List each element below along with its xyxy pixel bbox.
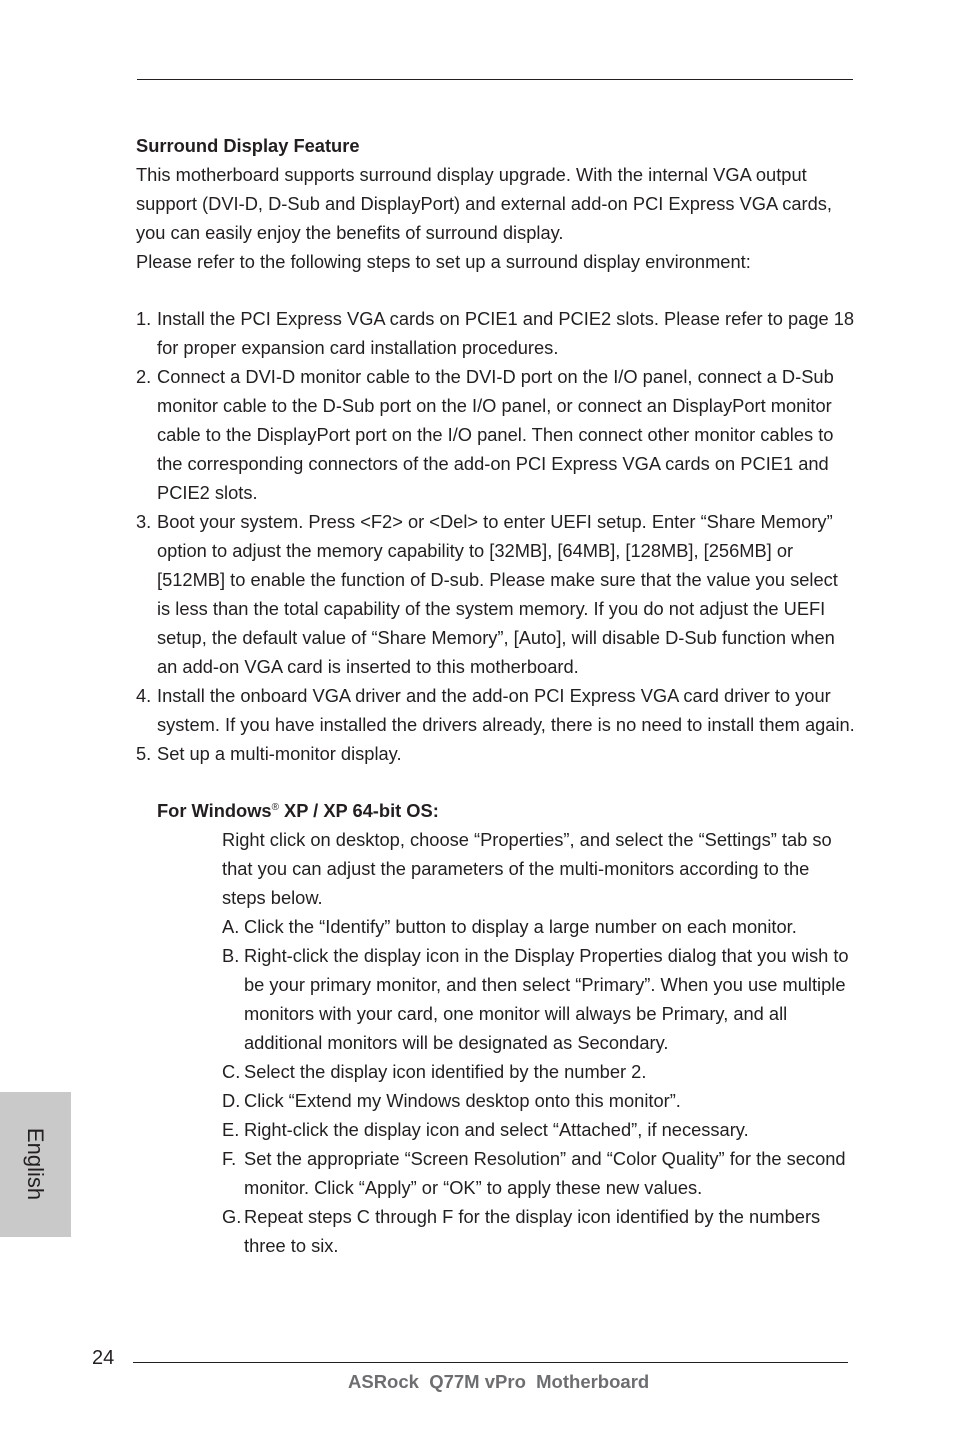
step-text: Install the onboard VGA driver and the add-on PCI Express VGA card driver to your system. If you have installed the drivers already, there is no need to install them again. (157, 685, 855, 735)
refer-paragraph: Please refer to the following steps to set up a surround display environment: (136, 251, 751, 272)
substep-item (222, 941, 856, 1057)
substep-text: Repeat steps C through F for the display icon identified by the numbers three to six. (244, 1206, 821, 1256)
step-number: 1. (136, 308, 152, 329)
substep-item (222, 1115, 856, 1144)
substep-letter: F. (222, 1148, 237, 1169)
step-number: 2. (136, 366, 152, 387)
footer-title: ASRock Q77M vPro Motherboard (348, 1371, 650, 1392)
step-number: 5. (136, 743, 152, 764)
header-rule (137, 79, 853, 80)
footer-rule (133, 1362, 848, 1363)
substep-letter: C. (222, 1061, 241, 1082)
step-item (136, 681, 856, 739)
substep-text: Click “Extend my Windows desktop onto this monitor”. (244, 1090, 681, 1111)
substep-letter: E. (222, 1119, 240, 1140)
step-item (136, 304, 856, 362)
substep-item (222, 1086, 856, 1115)
substep-text: Set the appropriate “Screen Resolution” and “Color Quality” for the second monitor. Click “Apply” or “OK” to apply these new values. (244, 1148, 846, 1198)
substep-text: Right-click the display icon and select “Attached”, if necessary. (244, 1119, 749, 1140)
substep-item (222, 912, 856, 941)
step-item (136, 362, 856, 507)
language-side-tab (0, 1092, 71, 1237)
substep-letter: G. (222, 1206, 242, 1227)
spacer (136, 276, 856, 304)
step-item (136, 739, 856, 768)
steps-list (136, 304, 856, 768)
substep-item (222, 1202, 856, 1260)
windows-xp-heading-prefix: For Windows (157, 800, 272, 821)
substep-item (222, 1144, 856, 1202)
page-number: 24 (92, 1347, 115, 1369)
windows-xp-block (222, 825, 856, 1260)
substep-item (222, 1057, 856, 1086)
section-heading: Surround Display Feature (136, 135, 360, 156)
step-item (136, 507, 856, 681)
step-text: Set up a multi-monitor display. (157, 743, 402, 764)
registered-mark: ® (271, 802, 279, 813)
windows-xp-intro: Right click on desktop, choose “Properties”, and select the “Settings” tab so that you can adjust the parameters of the multi-monitors according to the steps below. (222, 829, 832, 908)
intro-paragraph: This motherboard supports surround display upgrade. With the internal VGA output support (DVI-D, D-Sub and DisplayPort) and external add-on PCI Express VGA cards, you can easily enjoy the benefits of surround display. (136, 164, 833, 243)
step-text: Install the PCI Express VGA cards on PCIE1 and PCIE2 slots. Please refer to page 18 for proper expansion card installation procedures. (157, 308, 855, 358)
windows-xp-heading-suffix: XP / XP 64-bit OS: (278, 800, 439, 821)
substep-letter: D. (222, 1090, 241, 1111)
substeps-list (222, 912, 856, 1260)
substep-letter: A. (222, 916, 240, 937)
step-text: Connect a DVI-D monitor cable to the DVI-D port on the I/O panel, connect a D-Sub monitor cable to the D-Sub port on the I/O panel, or connect an DisplayPort monitor cable to the DisplayPort port on the I/O panel. Then connect other monitor cables to the corresponding connectors of the add-on PCI Express VGA cards on PCIE1 and PCIE2 slots. (157, 366, 834, 503)
substep-text: Click the “Identify” button to display a large number on each monitor. (244, 916, 797, 937)
windows-xp-heading (157, 796, 856, 825)
substep-letter: B. (222, 945, 240, 966)
page-content (136, 131, 856, 1260)
step-number: 4. (136, 685, 152, 706)
substep-text: Select the display icon identified by the number 2. (244, 1061, 647, 1082)
spacer (136, 768, 856, 796)
step-number: 3. (136, 511, 152, 532)
substep-text: Right-click the display icon in the Display Properties dialog that you wish to be your primary monitor, and then select “Primary”. When you use multiple monitors with your card, one monitor will always be Primary, and all additional monitors will be designated as Secondary. (244, 945, 849, 1053)
language-tab-label: English (23, 1127, 48, 1201)
step-text: Boot your system. Press <F2> or <Del> to enter UEFI setup. Enter “Share Memory” option to adjust the memory capability to [32MB], [64MB], [128MB], [256MB] or [512MB] to enable the function of D-sub. Please make sure that the value you select is less than the total capability of the system memory. If you do not adjust the UEFI setup, the default value of “Share Memory”, [Auto], will disable D-Sub function when an add-on VGA card is inserted to this motherboard. (157, 511, 838, 677)
